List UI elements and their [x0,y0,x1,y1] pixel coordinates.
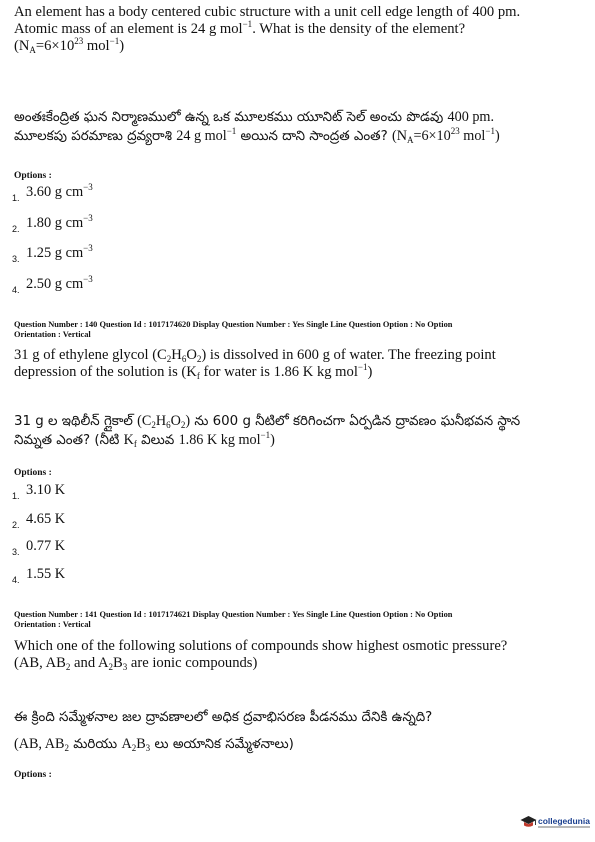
option-value: 1.55 K [26,566,66,582]
superscript: −1 [357,362,368,372]
kf-symbol [124,432,137,448]
subscript: 6 [166,420,171,430]
text: O [186,347,197,363]
question-3-telugu-line-1: ఈ క్రింది సమ్మేళనాల జల ద్రావణాలలో అధిక ద్రవాభిసరణ పీడనము దేనికి ఉన్నది? [14,710,433,725]
glycol-formula: $(C_2H_6O_2)$ [137,413,191,430]
logo-brand-text: collegedunia [538,816,590,826]
question-1-line-1: An element has a body centered cubic structure with a unit cell edge length of 400 pm. [14,4,521,20]
meta-line-1: Question Number : 141 Question Id : 1017174621 Display Question Number : Yes Single Line Question Option : No Option [14,610,453,619]
compound-a2b3 [121,736,150,752]
question-1-atomic-mass: Atomic mass of an element is 24 g mol [14,21,243,37]
option-value [26,215,93,232]
superscript: −1 [226,126,237,136]
option-text: 1.80 g cm [26,215,84,231]
text: ) is dissolved in 600 g of water. The freezing point [201,347,496,363]
question-1-line-2 [14,21,580,38]
telugu-text: ను 600 g నీటిలో కరిగించగా ఏర్పడిన ద్రావణం ఘనీభవన స్థాన [194,414,521,429]
na-value: =6×10 [35,38,75,54]
question-3-text [14,638,580,672]
question-3-telugu [14,708,580,754]
option-text: 1.25 g cm [26,245,84,261]
na-unit: mol [83,38,110,54]
logo-tagline [538,826,590,828]
subscript: 2 [166,354,172,364]
text: H [171,347,182,363]
subscript: f [133,439,137,449]
option-number: 1. [12,491,20,501]
na-close: ) [119,38,125,54]
question-3-line-2 [14,655,580,672]
graduation-cap-icon [520,814,537,831]
na-open: (N [14,38,30,54]
collegedunia-logo [520,812,592,838]
text: ) [270,432,275,448]
na-subscript: A [406,135,414,145]
text: 31 g of ethylene glycol (C [14,347,167,363]
question-1-telugu [14,108,580,146]
option-value [26,184,93,201]
subscript: 2 [180,420,186,430]
question-2-line-1 [14,347,580,364]
question-1-telugu-line-2 [14,127,580,146]
edge-length: 400 pm. [447,109,495,125]
superscript: −3 [83,182,93,192]
na-unit: mol [459,128,486,144]
option-number: 2. [12,520,20,530]
subscript: 6 [181,354,187,364]
option-value: 0.77 K [26,538,66,554]
na-value: =6×10 [413,128,451,144]
avogadro-constant-telugu [392,128,500,144]
option-number: 2. [12,224,20,234]
options-label: Options : [14,770,52,780]
telugu-text: నిమ్నత ఎంత? (నీటి [14,433,120,448]
subscript: 2 [151,420,156,430]
text: (AB, AB [14,736,65,752]
question-meta-141 [14,610,584,629]
option-number: 1. [12,193,20,203]
subscript: 2 [196,354,202,364]
text: ) [367,364,373,380]
option-value: 4.65 K [26,511,66,527]
superscript: −1 [242,19,253,29]
superscript: −3 [83,243,93,253]
option-text: 3.60 g cm [26,184,84,200]
subscript: 2 [131,743,137,753]
text: and A [70,655,109,671]
meta-line-2: Orientation : Vertical [14,619,91,629]
question-2-telugu [14,412,580,450]
na-subscript: A [29,45,36,55]
text: O [170,413,181,429]
option-text: 2.50 g cm [26,276,84,292]
avogadro-constant [14,38,580,55]
text: H [155,413,167,429]
text: (AB, AB [14,655,66,671]
option-value [26,245,93,262]
superscript: −3 [83,213,93,223]
question-meta-140 [14,320,584,339]
question-3-telugu-line-2 [14,735,580,754]
na-exponent: 23 [74,36,84,46]
compounds [14,736,69,752]
question-3-line-1: Which one of the following solutions of compounds show highest osmotic pressure? [14,638,508,654]
telugu-text: 31 g ల ఇథిలీన్ గ్లైకాల్ [14,414,133,429]
question-2-telugu-line-2 [14,431,580,450]
option-number: 3. [12,254,20,264]
question-2-line-2 [14,364,580,381]
na-open: (N [391,128,407,144]
telugu-text: విలువ [141,433,175,448]
options-label: Options : [14,468,52,478]
subscript: f [196,371,200,381]
options-label: Options : [14,171,52,181]
option-number: 3. [12,547,20,557]
text: for water is 1.86 K kg mol [199,364,358,380]
text: depression of the solution is (K [14,364,197,380]
na-close: ) [494,128,500,144]
option-number: 4. [12,575,20,585]
text: A [121,736,132,752]
subscript: 2 [65,662,71,672]
text: K [123,432,134,448]
kf-value [179,432,275,448]
superscript: −1 [260,430,271,440]
text: B [113,655,123,671]
telugu-text: లు అయానిక సమ్మేళనాలు) [154,737,294,752]
text: 1.86 K kg mol [178,432,261,448]
telugu-text: అయిన దాని సాంద్రత ఎంత? [240,129,388,144]
option-value [26,276,93,293]
text: are ionic compounds) [127,655,258,671]
option-value: 3.10 K [26,482,66,498]
superscript: −1 [109,36,120,46]
subscript: 2 [108,662,114,672]
telugu-text: మూలకపు పరమాణు ద్రవ్యరాశి [14,129,172,144]
subscript: 3 [122,662,128,672]
superscript: −1 [485,126,495,136]
telugu-text: మరియు [73,737,118,752]
question-1-ask: . What is the density of the element? [252,21,466,37]
text: B [136,736,146,752]
subscript: 3 [145,743,151,753]
question-1-text [14,4,580,55]
na-exponent: 23 [450,126,460,136]
subscript: 2 [64,743,69,753]
option-number: 4. [12,285,20,295]
mass-text: 24 g mol [176,128,227,144]
telugu-text: అంతఃకేంద్రిత ఘన నిర్మాణములో ఉన్న ఒక మూలకము యూనిట్ సెల్ అంచు పొడవు [14,110,444,125]
question-2-telugu-line-1 [14,412,580,431]
meta-line-1: Question Number : 140 Question Id : 1017174620 Display Question Number : Yes Single Line Question Option : No Option [14,320,453,329]
question-2-text [14,347,580,381]
meta-line-2: Orientation : Vertical [14,329,91,339]
superscript: −3 [83,274,93,284]
atomic-mass-value [176,128,236,144]
question-1-telugu-line-1 [14,108,580,127]
